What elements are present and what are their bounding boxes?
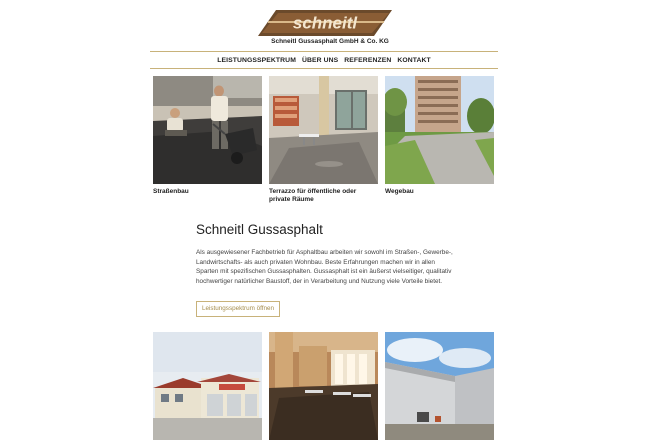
terrazzo-interior-photo[interactable] bbox=[269, 76, 378, 184]
service-card-terrazzo[interactable] bbox=[269, 76, 378, 204]
company-building-photo[interactable] bbox=[153, 332, 262, 440]
service-caption[interactable]: Wegebau bbox=[385, 188, 414, 195]
page-title: Schneitl Gussasphalt bbox=[196, 222, 323, 237]
main-nav bbox=[150, 52, 498, 68]
logo-graphic bbox=[258, 10, 392, 36]
service-card-wegebau[interactable] bbox=[385, 76, 494, 196]
service-caption[interactable]: Terrazzo für öffentliche oder private Räume bbox=[269, 188, 357, 203]
road-construction-photo[interactable] bbox=[153, 76, 262, 184]
nav-item-ueber-uns[interactable]: ÜBER UNS bbox=[301, 56, 339, 64]
open-services-button[interactable]: Leistungsspektrum öffnen bbox=[196, 301, 280, 317]
industrial-hall-photo[interactable] bbox=[385, 332, 494, 440]
logo-text: schneitl bbox=[292, 13, 358, 33]
service-card-strassenbau[interactable] bbox=[153, 76, 262, 196]
intro-description: Als ausgewiesener Fachbetrieb für Asphaltbau arbeiten wir sowohl im Straßen-, Gewerbe-, Landwirtschafts- als auch privaten Wohnbau. Beste Erfahrungen machen wir in allen Sparten mit spezifischen Gussasphalten. Gussasphalt ist ein äußerst vielseitiger, qualitativ hochwertiger natürlicher Baustoff, der in Verarbeitung und Nutzung viele Vorteile bietet. bbox=[196, 249, 453, 285]
nav-item-kontakt[interactable]: KONTAKT bbox=[397, 56, 431, 64]
nav-item-referenzen[interactable]: REFERENZEN bbox=[344, 56, 392, 64]
company-name: Schneitl Gussasphalt GmbH & Co. KG bbox=[271, 38, 389, 45]
cafeteria-photo[interactable] bbox=[269, 332, 378, 440]
nav-item-leistungsspektrum[interactable]: LEISTUNGSSPEKTRUM bbox=[217, 56, 296, 64]
nav-divider-bottom bbox=[150, 68, 498, 69]
company-logo[interactable] bbox=[258, 10, 392, 36]
pathway-photo[interactable] bbox=[385, 76, 494, 184]
service-caption[interactable]: Straßenbau bbox=[153, 188, 189, 195]
